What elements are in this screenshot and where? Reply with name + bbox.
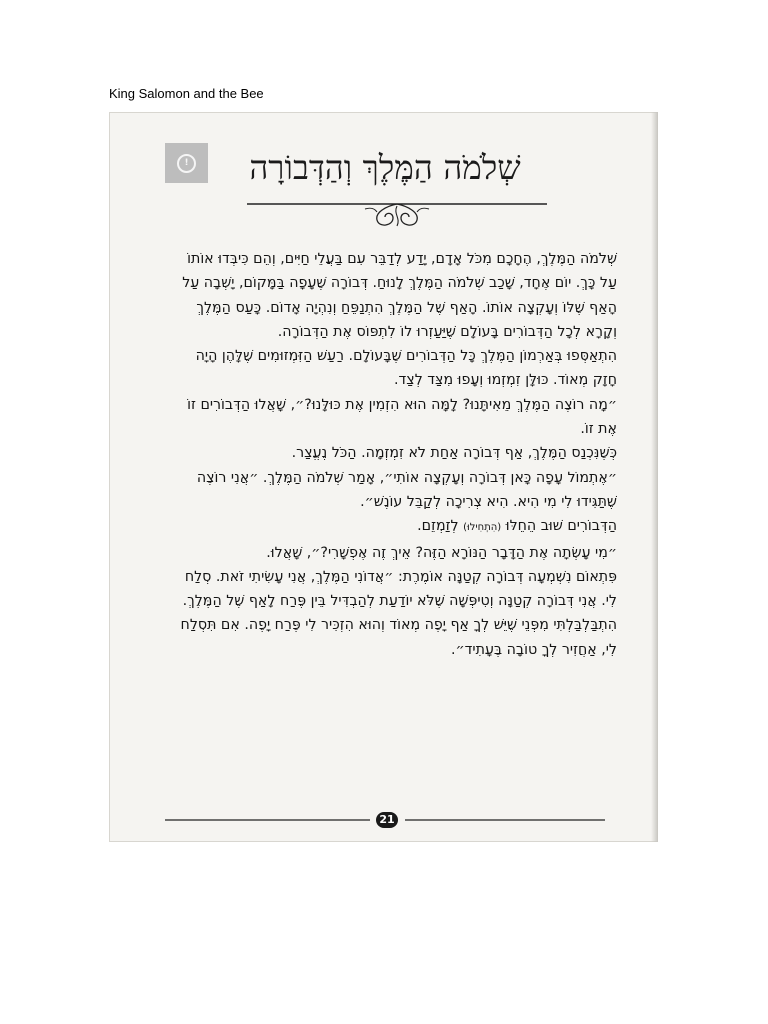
paragraph: שְׁלֹמֹה הַמֶּלֶךְ, הֶחָכָם מִכֹּל אָדָם, יָדַע לְדַבֵּר עִם בַּעֲלֵי חַיִּים, וְהֵם כִּיבְּדוּ אוֹתוֹ עַל כָּךְ. יוֹם אֶחָד, שָׁכַב שְׁלֹמֹה הַמֶּלֶךְ לָנוּחַ. דְּבוֹרָה שֶׁעָפָה בַּמָּקוֹם, יָשְׁבָה עַל הָאַף שֶׁלּוֹ וְעָקְצָה אוֹתוֹ. הָאַף שֶׁל הַמֶּלֶךְ הִתְנַפֵּחַ וְנִהְיָה אָדוֹם. כָּעַס הַמֶּלֶךְ וְקָרָא לְכָל הַדְּבוֹרִים בָּעוֹלָם שֶׁיַּעַזְרוּ לוֹ לִתְפּוֹס אֶת הַדְּבוֹרָה. (182, 251, 617, 340)
document-caption: King Salomon and the Bee (109, 86, 264, 101)
paragraph: ״מִי עָשְׂתָה אֶת הַדָּבָר הַנּוֹרָא הַזֶּה? אֵיךְ זֶה אֶפְשָׁרִי?״, שָׁאֲלוּ. (266, 544, 617, 561)
paragraph: ״אֶתְמוֹל עָפָה כָּאן דְּבוֹרָה וְעָקְצָה אוֹתִי״, אָמַר שְׁלֹמֹה הַמֶּלֶךְ. ״אֲנִי רוֹצֶה שֶׁתַּגִּידוּ לִי מִי הִיא. הִיא צְרִיכָה לְקַבֵּל עוֹנֶשׁ״. (196, 469, 617, 510)
story-text (169, 247, 617, 662)
paragraph: ״מָה רוֹצֶה הַמֶּלֶךְ מֵאִיתָּנוּ? לָמָּה הוּא הִזְמִין אֶת כּוּלָּנוּ?״, שָׁאֲלוּ הַדְּבוֹרִים זוֹ אֶת זוֹ. (187, 396, 617, 438)
paragraph: הִתְאַסְּפוּ בְּאַרְמוֹן הַמֶּלֶךְ כָּל הַדְּבוֹרִים שֶׁבָּעוֹלָם. רַעַשׁ הַזִּמְזוּמִים שֶׁלָּהֶן הָיָה חָזָק מְאוֹד. כּוּלָּן זִמְזְמוּ וְעָפוּ מִצַּד לְצַד. (195, 348, 617, 389)
book-emblem-icon: ! (177, 154, 196, 173)
chapter-tab (165, 143, 208, 183)
scanned-book-page (109, 112, 658, 842)
paragraph-part: הַדְּבוֹרִים שׁוּב הֵחֵלּוּ (501, 518, 617, 535)
paragraph-part: לְזַמְזֵם. (417, 518, 459, 535)
paragraph: פִּתְאוֹם נִשְׁמְעָה דְּבוֹרָה קְטַנָּה אוֹמֶרֶת: ״אֲדוֹנִי הַמֶּלֶךְ, אֲנִי עָשִׂיתִי זֹאת. סְלַח לִי. אֲנִי דְּבוֹרָה קְטַנָּה וְטִיפְּשָׁה שֶׁלֹּא יוֹדַעַת לְהַבְדִּיל בֵּין פֶּרַח לָאַף שֶׁל הַמֶּלֶךְ. הִתְבַּלְבַּלְתִּי מִפְּנֵי שֶׁיֵּשׁ לְךָ אַף יָפֶה מְאוֹד וְהוּא הִזְכִּיר לִי פֶּרַח יָפֶה. אִם תִּסְלַח לִי, אַחֲזִיר לְךָ טוֹבָה בֶּעָתִיד״. (180, 568, 617, 658)
paragraph-with-note (169, 514, 617, 540)
inline-note: (הִתְחִילוּ) (463, 522, 502, 534)
paragraph: כְּשֶׁנִּכְנַס הַמֶּלֶךְ, אַף דְּבוֹרָה אַחַת לֹא זִמְזְמָה. הַכֹּל נֶעֱצַר. (291, 445, 617, 462)
title-ornament-icon (247, 192, 547, 232)
page-number: 21 (376, 812, 398, 828)
page-title: שְׁלֹמֹה הַמֶּלֶךְ וְהַדְּבוֹרָה (249, 148, 521, 187)
